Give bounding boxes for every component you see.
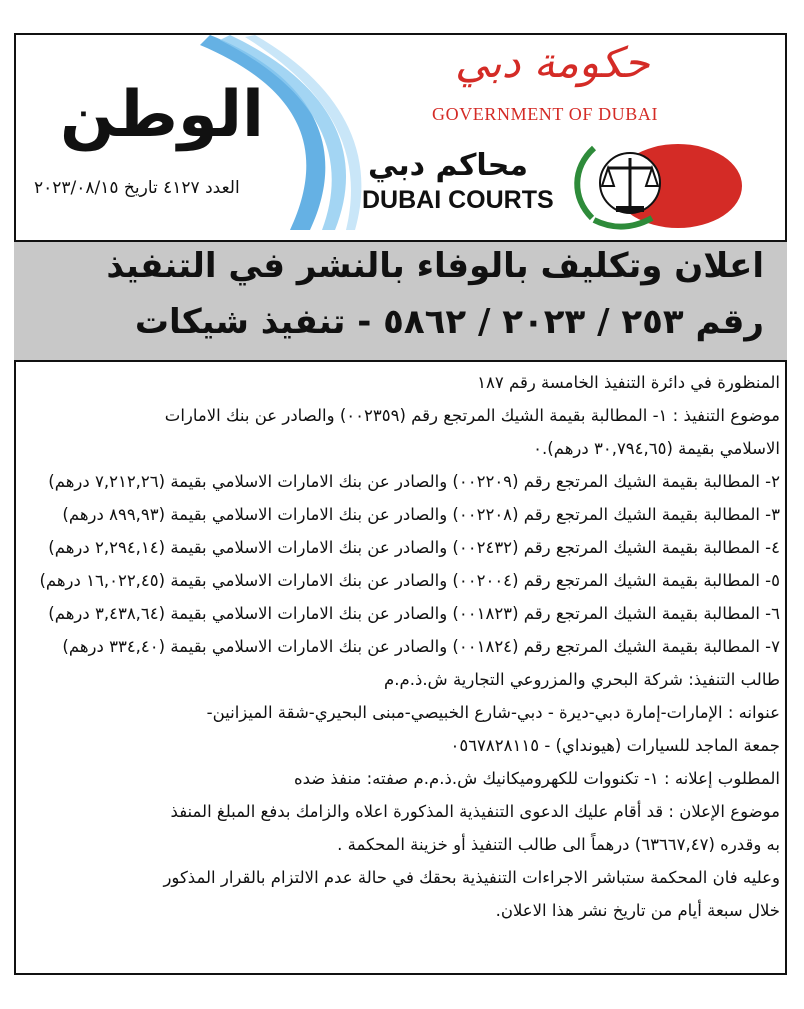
notice-subject-line: موضوع الإعلان : قد أقام عليك الدعوى التنفيذية المذكورة اعلاه والزامك بدفع المبلغ المنفذ xyxy=(170,802,780,821)
notice-subject-line: به وقدره (٦٣٦٦٧,٤٧) درهماً الى طالب التنفيذ أو خزينة المحكمة . xyxy=(337,835,780,854)
address-line: جمعة الماجد للسيارات (هيونداي) - ٠٥٦٧٨٢٨١١٥ xyxy=(450,736,780,755)
body-line: الاسلامي بقيمة (٣٠,٧٩٤,٦٥ درهم).٠ xyxy=(533,439,780,458)
claimant-line: طالب التنفيذ: شركة البحري والمزروعي التجارية ش.ذ.م.م xyxy=(384,670,780,689)
government-arabic-logo: حكومة دبي xyxy=(455,38,650,87)
respondent-line: المطلوب إعلانه : ١- تكنووات للكهروميكانيك ش.ذ.م.م صفته: منفذ ضده xyxy=(293,769,780,788)
claim-line: ٣- المطالبة بقيمة الشيك المرتجع رقم (٠٠٢٢٠٨) والصادر عن بنك الامارات الاسلامي بقيمة (٨٩٩,٩٣ درهم) xyxy=(62,505,780,524)
claim-line: ٥- المطالبة بقيمة الشيك المرتجع رقم (٠٠٢٠٠٤) والصادر عن بنك الامارات الاسلامي بقيمة (١٦,٠٢٢,٤٥ درهم) xyxy=(39,571,780,590)
claim-line: ٢- المطالبة بقيمة الشيك المرتجع رقم (٠٠٢٢٠٩) والصادر عن بنك الامارات الاسلامي بقيمة (٧,٢١٢,٢٦ درهم) xyxy=(48,472,780,491)
case-number-title: رقم ٢٥٣ / ٢٠٢٣ / ٥٨٦٢ - تنفيذ شيكات xyxy=(134,302,764,342)
address-line: عنوانه : الإمارات-إمارة دبي-ديرة - دبي-شارع الخبيصي-مبنى البحيري-شقة الميزانين- xyxy=(206,703,780,722)
warning-line: وعليه فان المحكمة ستباشر الاجراءات التنفيذية بحقك في حالة عدم الالتزام بالقرار المذكور xyxy=(163,868,780,887)
body-line: موضوع التنفيذ : ١- المطالبة بقيمة الشيك المرتجع رقم (٠٠٢٣٥٩) والصادر عن بنك الامارات xyxy=(164,406,780,425)
warning-line: خلال سبعة أيام من تاريخ نشر هذا الاعلان. xyxy=(495,901,780,920)
dubai-courts-emblem-icon xyxy=(572,138,744,234)
newspaper-name: الوطن xyxy=(60,78,264,152)
announcement-body xyxy=(18,366,784,927)
claim-line: ٦- المطالبة بقيمة الشيك المرتجع رقم (٠٠١٨٢٣) والصادر عن بنك الامارات الاسلامي بقيمة (٣,٤٣٨,٦٤ درهم) xyxy=(48,604,780,623)
announcement-title: اعلان وتكليف بالوفاء بالنشر في التنفيذ xyxy=(106,246,764,286)
issue-date-line: العدد ٤١٢٧ تاريخ ٢٠٢٣/٠٨/١٥ xyxy=(34,178,240,198)
body-line: المنظورة في دائرة التنفيذ الخامسة رقم ١٨٧ xyxy=(477,373,780,392)
claim-line: ٧- المطالبة بقيمة الشيك المرتجع رقم (٠٠١٨٢٤) والصادر عن بنك الامارات الاسلامي بقيمة (٣٣٤,٤٠ درهم) xyxy=(62,637,780,656)
claim-line: ٤- المطالبة بقيمة الشيك المرتجع رقم (٠٠٢٤٣٢) والصادر عن بنك الامارات الاسلامي بقيمة (٢,٢٩٤,١٤ درهم) xyxy=(48,538,780,557)
government-english-logo: GOVERNMENT OF DUBAI xyxy=(432,104,659,124)
courts-english-name: DUBAI COURTS xyxy=(362,186,554,214)
courts-arabic-name: محاكم دبي xyxy=(368,148,528,183)
